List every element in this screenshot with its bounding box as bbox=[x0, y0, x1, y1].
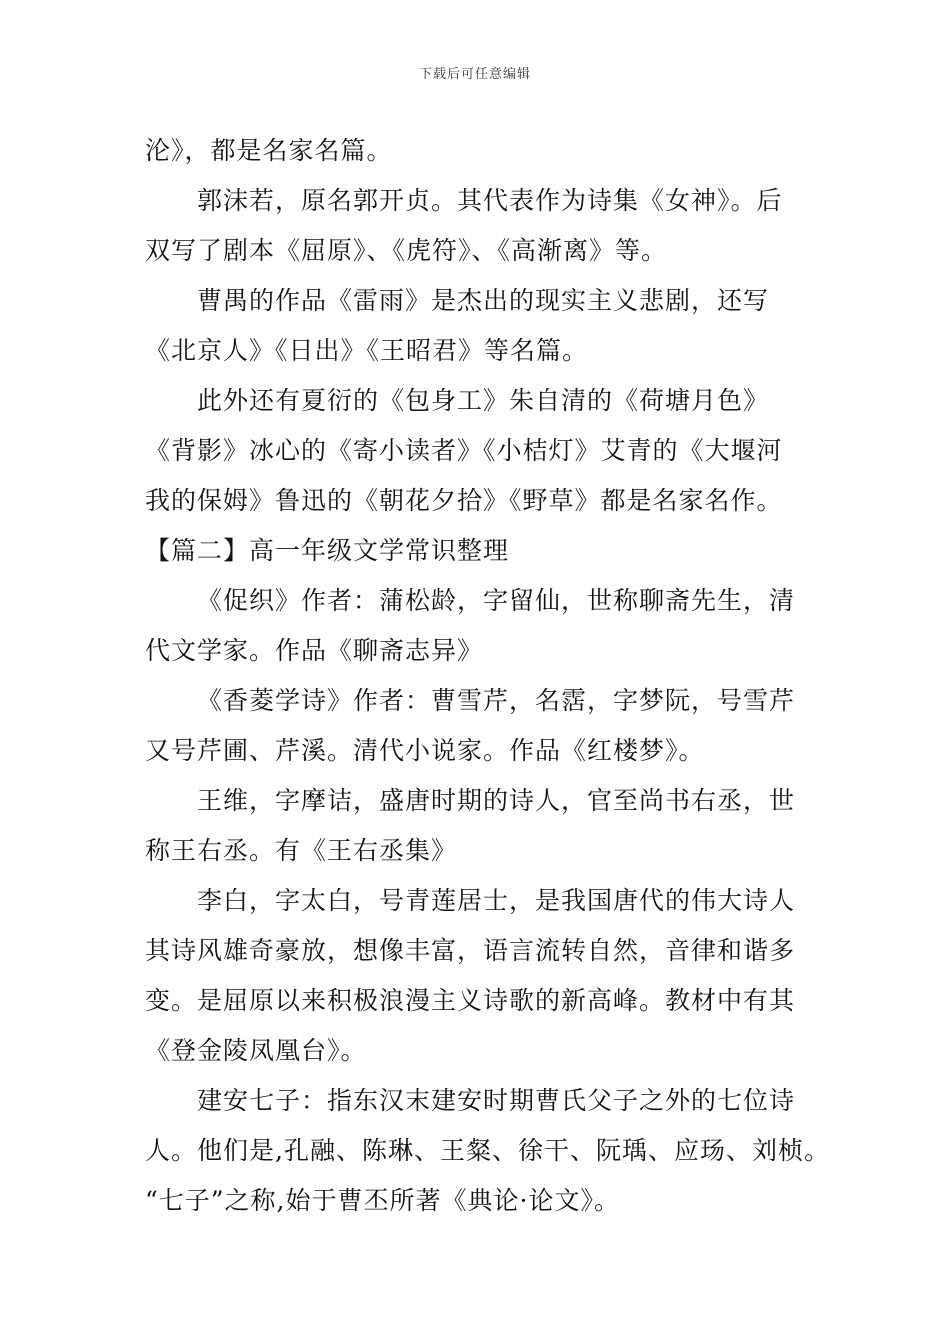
text-line: 《登金陵凤凰台》。 bbox=[145, 1036, 367, 1065]
text-line: 沦》，都是名家名篇。 bbox=[145, 136, 393, 165]
text-line: 《北京人》《日出》《王昭君》等名篇。 bbox=[145, 336, 589, 365]
text-line: 此外还有夏衍的《包身工》朱自清的《荷塘月色》 bbox=[197, 386, 770, 415]
text-line: 《促织》作者：蒲松龄，字留仙，世称聊斋先生，清 bbox=[197, 586, 796, 615]
text-line: 《背影》冰心的《寄小读者》《小桔灯》艾青的《大堰河 bbox=[145, 436, 783, 465]
text-line: 人。他们是,孔融、陈琳、王粲、徐干、阮瑀、应玚、刘桢。 bbox=[145, 1136, 830, 1165]
text-line: “七子”之称,始于曹丕所著《典论·论文》。 bbox=[145, 1186, 620, 1215]
text-line: 其诗风雄奇豪放，想像丰富，语言流转自然，音律和谐多 bbox=[145, 936, 796, 965]
document-body bbox=[145, 126, 845, 1226]
text-line: 我的保姆》鲁迅的《朝花夕拾》《野草》都是名家名作。 bbox=[145, 486, 783, 515]
text-line: 双写了剧本《屈原》、《虎符》、《高渐离》等。 bbox=[145, 236, 668, 265]
text-line: 又号芹圃、芹溪。清代小说家。作品《红楼梦》。 bbox=[145, 736, 705, 765]
text-line: 王维，字摩诘，盛唐时期的诗人，官至尚书右丞，世 bbox=[197, 786, 796, 815]
section-heading: 【篇二】高一年级文学常识整理 bbox=[145, 536, 510, 565]
text-line: 曹禺的作品《雷雨》是杰出的现实主义悲剧，还写 bbox=[197, 286, 770, 315]
text-line: 变。是屈原以来积极浪漫主义诗歌的新高峰。教材中有其 bbox=[145, 986, 796, 1015]
text-line: 建安七子：指东汉末建安时期曹氏父子之外的七位诗 bbox=[197, 1086, 796, 1115]
page-header: 下载后可任意编辑 bbox=[418, 67, 531, 82]
text-line: 李白，字太白，号青莲居士，是我国唐代的伟大诗人 bbox=[197, 886, 796, 915]
text-line: 郭沫若，原名郭开贞。其代表作为诗集《女神》。后 bbox=[197, 186, 783, 215]
text-line: 代文学家。作品《聊斋志异》 bbox=[145, 636, 484, 665]
text-line: 称王右丞。有《王右丞集》 bbox=[145, 836, 458, 865]
text-line: 《香菱学诗》作者：曹雪芹，名霑，字梦阮，号雪芹 bbox=[197, 686, 796, 715]
